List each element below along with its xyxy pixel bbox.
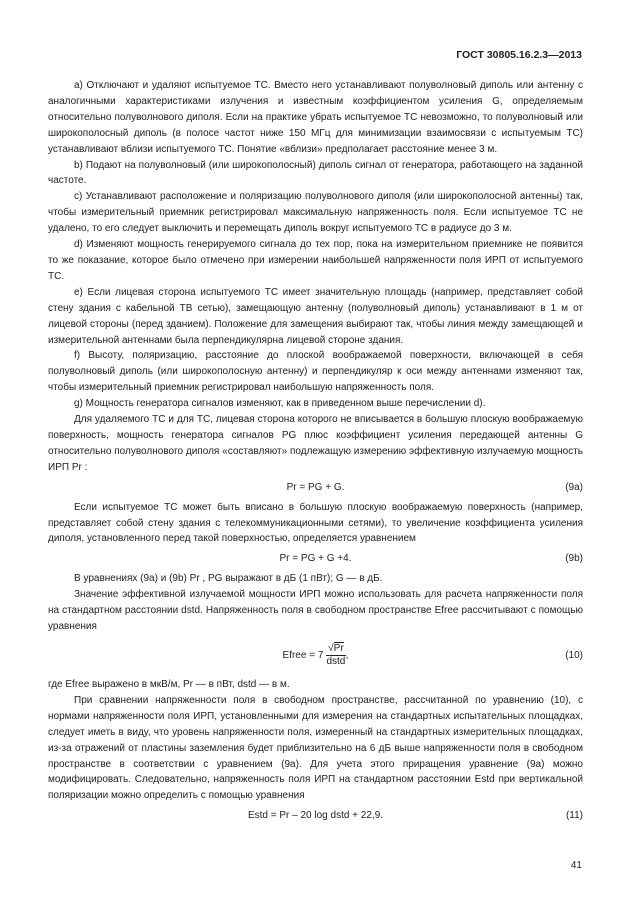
item-f: f) Высоту, поляризацию, расстояние до плоской воображаемой поверхности, включающей в себя полуволновый диполь (или широкополосную антенну) и перпендикуляр к оси между антеннами изменяют так, чтобы измерительный приемник регистрировал наибольшую напряженность поля.	[48, 350, 583, 394]
units-paragraph: В уравнениях (9а) и (9b) Pr , PG выражают в дБ (1 пВт); G — в дБ.	[74, 573, 383, 585]
document-id-header: ГОСТ 30805.16.2.3—2013	[456, 49, 582, 61]
equation-10-number: (10)	[565, 650, 583, 661]
equation-11	[48, 804, 583, 828]
equation-11-number: (11)	[565, 810, 583, 822]
equation-10-denominator: dstd	[326, 655, 346, 667]
where-paragraph: где Efree выражено в мкВ/м, Pr — в пВт, dstd — в м.	[48, 679, 290, 690]
document-body	[48, 78, 583, 828]
erp-use-paragraph: Значение эффективной излучаемой мощности ИРП можно использовать для расчета напряженности поля на стандартном расстоянии dstd. Напряженность поля в свободном пространстве Efree рассчитывают с помощью уравнения	[48, 589, 583, 633]
item-e: е) Если лицевая сторона испытуемого ТС имеет значительную площадь (например, представляет собой стену здания с кабельной ТВ сетью), замещающую антенну (полуволновый диполь) устанавливают в 1 м от лицевой стороны (перед зданием). Положение для замещения выбирают так, чтобы линия между замещающей и измерительной антеннами была перпендикулярна лицевой стороне здания.	[48, 286, 583, 346]
equation-9b-number: (9b)	[565, 553, 583, 565]
equation-9a-expression: Pr = PG + G.	[286, 481, 345, 493]
equation-10-lhs: Efree = 7	[282, 650, 324, 661]
item-b: b) Подают на полуволновый (или широкополосный) диполь сигнал от генератора, работающего на заданной частоте.	[48, 159, 583, 187]
remove-intro-paragraph: Для удаляемого ТС и для ТС, лицевая сторона которого не вписывается в большую плоскую воображаемую поверхность, мощность генератора сигналов PG плюс коэффициент усиления передающей антенны G относительно полуволнового диполя «составляют» подлежащую измерению эффективную излучаемую мощность ИРП Pr :	[48, 414, 583, 473]
item-c: c) Устанавливают расположение и поляризацию полуволнового диполя (или широкополосной антенны) так, чтобы измерительный приемник регистрировал максимальную напряженность поля. Если испытуемое ТС не удалено, то его следует выключить и перемещать диполь вокруг испытуемого ТС в радиусе до 3 м.	[48, 191, 583, 235]
item-a: а) Отключают и удаляют испытуемое ТС. Вместо него устанавливают полуволновый диполь или антенну с аналогичными характеристиками излучения и известным коэффициентом усиления G, определяемым относительно полуволнового диполя. Если на практике убрать испытуемое ТС невозможно, то полуволновый или широкополосный диполь (в полосе частот ниже 150 МГц для минимизации взаимосвязи с испытуемым ТС) устанавливают вблизи испытуемого ТС. Понятие «вблизи» предполагает расстояние менее 3 м.	[48, 80, 583, 155]
equation-9b-expression: Pr = PG + G +4.	[279, 553, 352, 565]
equation-10-radicand: Pr	[333, 642, 344, 654]
equation-10-tail: ,	[345, 650, 349, 661]
equation-10	[48, 635, 583, 677]
equation-9b	[48, 547, 583, 571]
equation-11-expression: Estd = Pr – 20 log dstd + 22,9.	[247, 810, 384, 822]
equation-10-numerator: √Pr	[328, 642, 344, 654]
equation-9a	[48, 476, 583, 500]
page-number: 41	[570, 860, 582, 871]
fit-intro-paragraph: Если испытуемое ТС может быть вписано в большую плоскую воображаемую поверхность (например, представляет собой стену здания с телекоммуникационными сетями), то увеличение коэффициента усиления диполя, установленного перед такой поверхностью, определяется уравнением	[48, 501, 583, 545]
equation-9a-number: (9а)	[565, 481, 583, 493]
compare-paragraph: При сравнении напряженности поля в свободном пространстве, рассчитанной по уравнению (10), с нормами напряженности поля ИРП, установленными для измерения на стандартных испытательных площадках, следует иметь в виду, что уровень напряженности поля, измеренный на стандартных измерительных площадках, из-за отражений от пластины заземления будет приблизительно на 6 дБ выше напряженности поля в свободном пространстве в соответствии с уравнением (9а). Для учета этого приращения уравнение (9а) можно модифицировать. Следовательно, напряженность поля ИРП на стандартном расстоянии Estd при вертикальной поляризации можно определить с помощью уравнения	[48, 694, 583, 802]
item-g: g) Мощность генератора сигналов изменяют, как в приведенном выше перечислении d).	[74, 398, 486, 410]
item-d: d) Изменяют мощность генерируемого сигнала до тех пор, пока на измерительном приемнике не появится то же показание, которое было отмечено при измерении наибольшей напряженности поля ИРП от испытуемого ТС.	[48, 239, 583, 282]
equation-10-fraction	[326, 643, 346, 668]
equation-10-expression	[48, 635, 583, 677]
